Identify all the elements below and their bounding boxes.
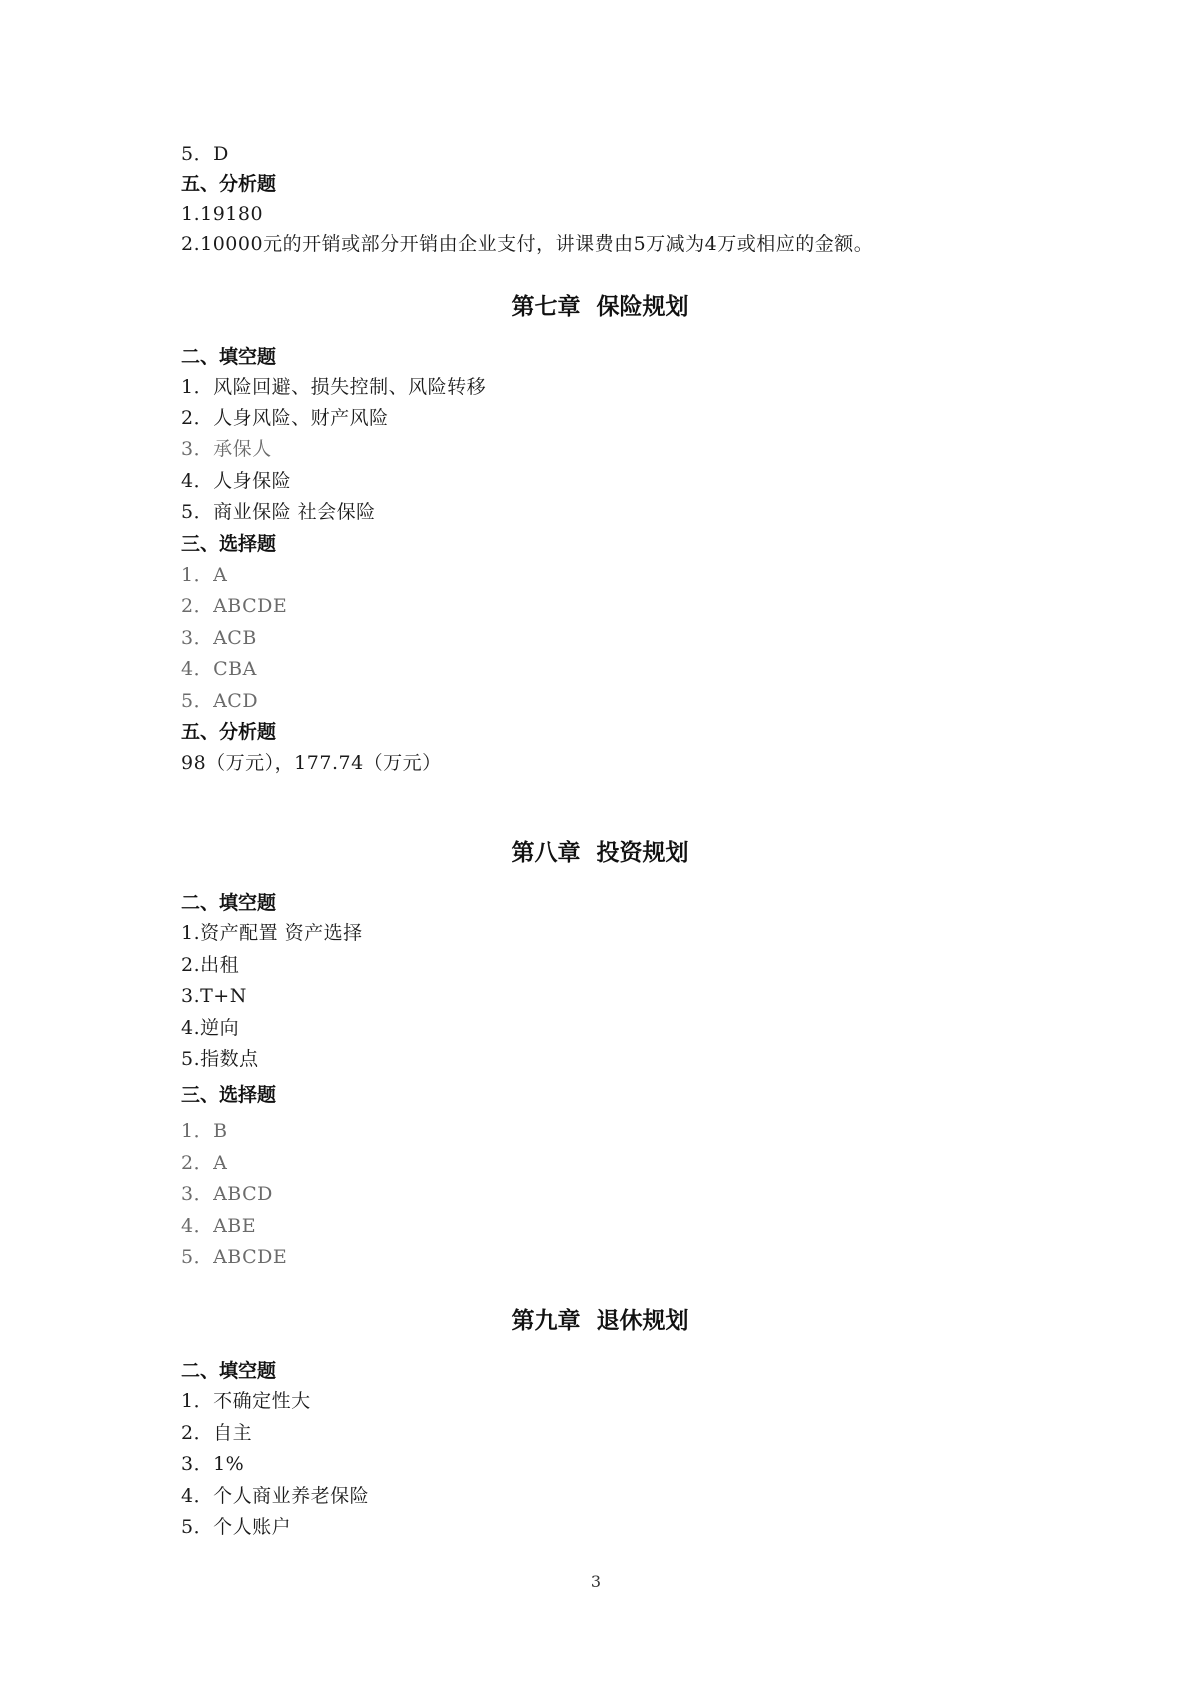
answer-line: 2.出租 bbox=[181, 954, 240, 976]
answer-line: 2．ABCDE bbox=[181, 595, 288, 617]
page-number: 3 bbox=[590, 1572, 602, 1591]
answer-line: 4．CBA bbox=[181, 658, 257, 680]
answer-line: 2．自主 bbox=[181, 1422, 253, 1444]
chapter-title: 第九章 退休规划 bbox=[511, 1308, 689, 1334]
answer-line: 2．A bbox=[181, 1152, 228, 1174]
answer-line: 3．ABCD bbox=[181, 1183, 273, 1205]
answer-line: 4．ABE bbox=[181, 1215, 257, 1237]
answer-line: 5.指数点 bbox=[181, 1048, 259, 1070]
chapter-title: 第七章 保险规划 bbox=[511, 294, 689, 320]
answer-line: 1.资产配置 资产选择 bbox=[181, 922, 363, 944]
answer-line: 4．个人商业养老保险 bbox=[181, 1485, 370, 1507]
answer-line: 3．承保人 bbox=[181, 438, 272, 460]
section-heading: 五、分析题 bbox=[181, 173, 277, 195]
answer-line: 5．D bbox=[181, 143, 229, 165]
section-heading: 三、选择题 bbox=[181, 533, 277, 555]
answer-line: 1．A bbox=[181, 564, 228, 586]
section-heading: 二、填空题 bbox=[181, 1360, 277, 1382]
section-heading: 二、填空题 bbox=[181, 346, 277, 368]
answer-line: 1．风险回避、损失控制、风险转移 bbox=[181, 376, 487, 398]
answer-line: 5．商业保险 社会保险 bbox=[181, 501, 376, 523]
answer-line: 3．ACB bbox=[181, 627, 257, 649]
section-heading: 三、选择题 bbox=[181, 1084, 277, 1106]
answer-line: 4.逆向 bbox=[181, 1017, 240, 1039]
answer-line: 3.T+N bbox=[181, 985, 247, 1007]
section-heading: 二、填空题 bbox=[181, 892, 277, 914]
answer-line: 5．ACD bbox=[181, 690, 259, 712]
answer-line: 2．人身风险、财产风险 bbox=[181, 407, 389, 429]
chapter-title: 第八章 投资规划 bbox=[511, 840, 689, 866]
answer-line: 3．1% bbox=[181, 1453, 245, 1475]
answer-line: 4．人身保险 bbox=[181, 470, 292, 492]
answer-line: 5．个人账户 bbox=[181, 1516, 292, 1538]
answer-line: 1.19180 bbox=[181, 203, 264, 225]
answer-line: 1．B bbox=[181, 1120, 228, 1142]
answer-line: 1．不确定性大 bbox=[181, 1390, 311, 1412]
section-heading: 五、分析题 bbox=[181, 721, 277, 743]
answer-line: 5．ABCDE bbox=[181, 1246, 288, 1268]
answer-line: 2.10000元的开销或部分开销由企业支付，讲课费由5万减为4万或相应的金额。 bbox=[181, 233, 874, 255]
answer-line: 98（万元），177.74（万元） bbox=[181, 752, 442, 774]
